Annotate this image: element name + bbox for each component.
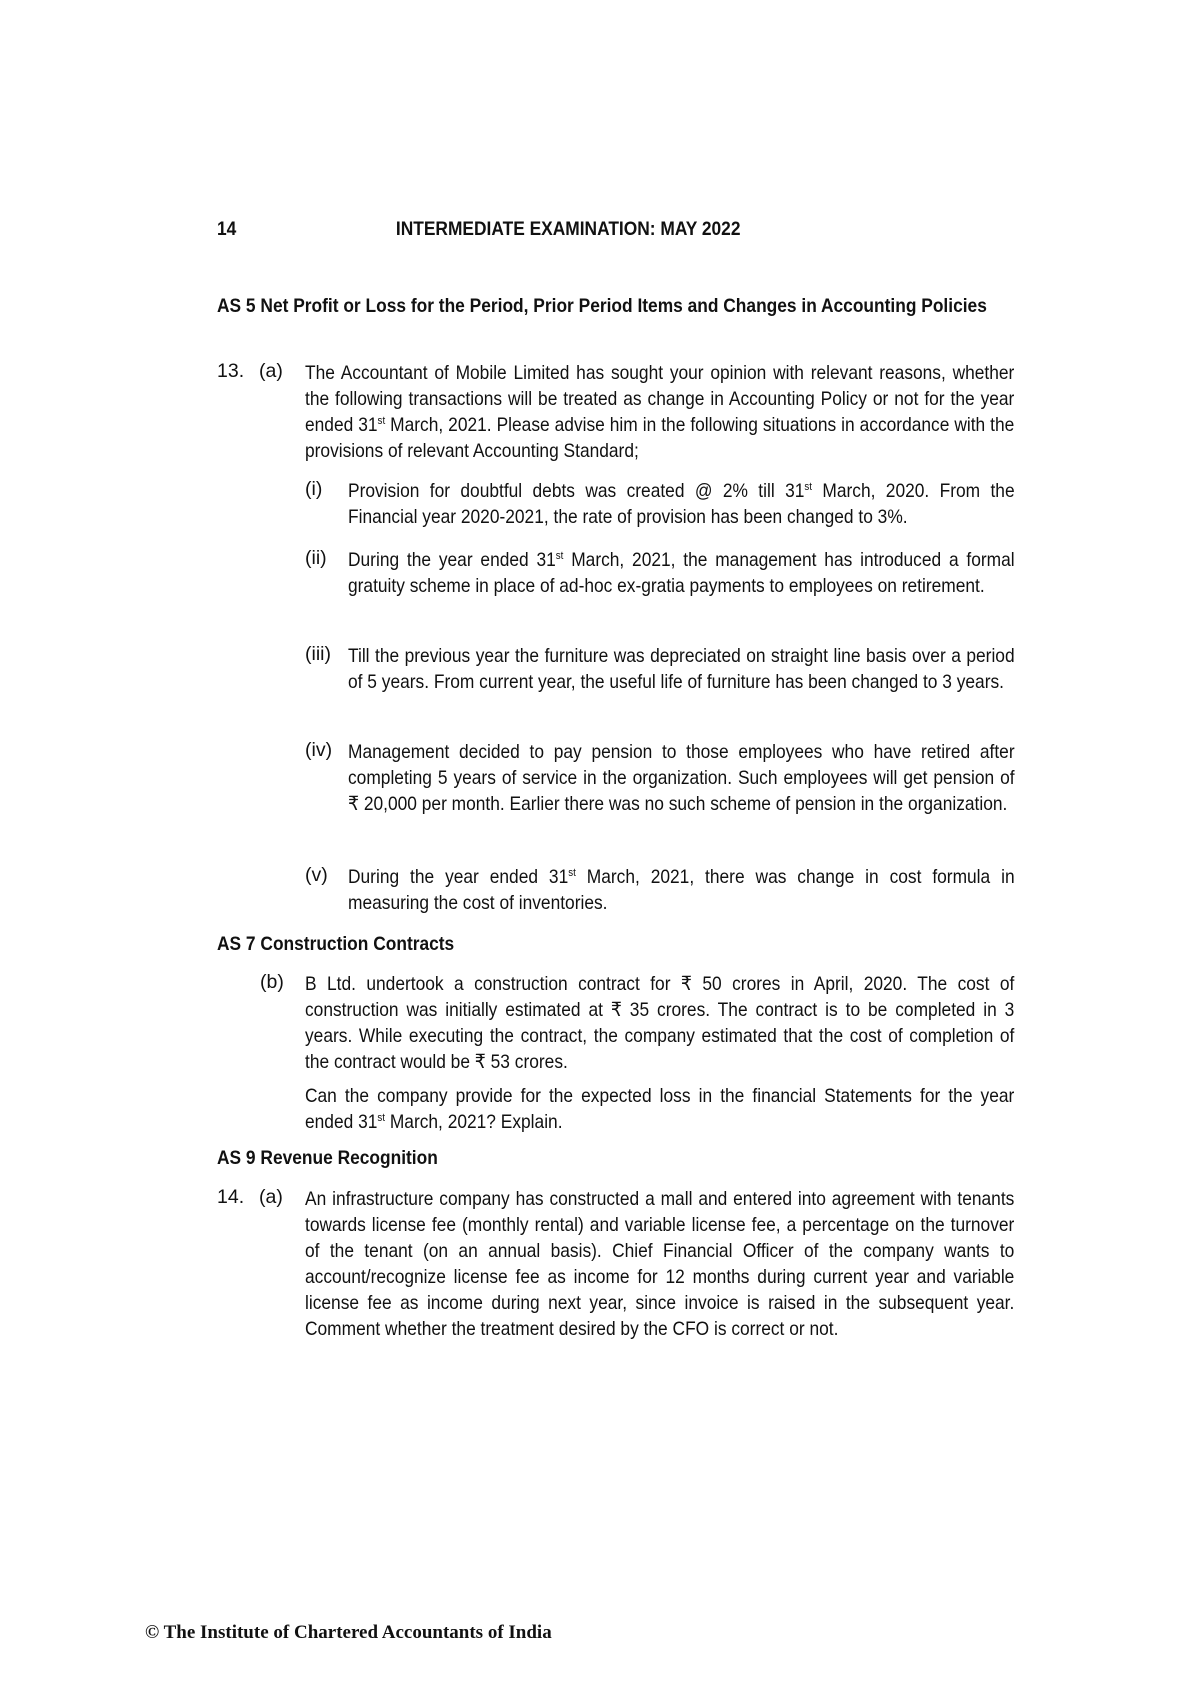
item-iv-pre: Management decided to pay pension to those employees who have retired after completing 5 years of service in the organization. Such employees will get pension of ₹ 20,000 per month. Earlier there was no such scheme of pension in the organization. [348,741,1015,815]
question-13-number: 13. [217,360,245,382]
q13a-text-part1: The Accountant of Mobile Limited has sought your opinion with relevant reasons, whether the following transactions will be treated as change in Accounting Policy or not for the year ended 31 [305,362,1015,436]
item-i-sup: st [804,481,813,493]
item-v-text [348,864,1015,916]
q13a-sup: st [377,415,386,427]
question-14a-text [305,1186,1015,1342]
item-iii-text [348,643,1015,695]
section-heading-as5-text: AS 5 Net Profit or Loss for the Period, Prior Period Items and Changes in Accounting Policies [217,295,987,317]
q13b-q-part2: March, 2021? Explain. [385,1111,563,1133]
section-heading-as5 [217,292,1029,320]
item-i-text [348,478,1015,530]
item-iii-pre: Till the previous year the furniture was depreciated on straight line basis over a period of 5 years. From current year, the useful life of furniture has been changed to 3 years. [348,645,1015,693]
item-iii-label: (iii) [305,643,331,665]
item-v-post: March, 2021, there was change in cost formula in measuring the cost of inventories. [348,866,1015,914]
item-v-sup: st [568,867,576,879]
section-heading-as9: AS 9 Revenue Recognition [217,1147,438,1169]
item-ii-text [348,547,1015,599]
item-ii-pre: During the year ended 31 [348,549,556,571]
section-heading-as7: AS 7 Construction Contracts [217,933,455,955]
q13b-body: B Ltd. undertook a construction contract for ₹ 50 crores in April, 2020. The cost of construction was initially estimated at ₹ 35 crores. The contract is to be completed in 3 years. While executing the contract, the company estimated that the cost of completion of the contract would be ₹ 53 crores. [305,973,1015,1073]
copyright-footer: © The Institute of Chartered Accountants of India [145,1622,552,1643]
question-14a-label: (a) [259,1186,283,1208]
item-v-label: (v) [305,864,328,886]
q13a-text-part2: March, 2021. Please advise him in the following situations in accordance with the provisions of relevant Accounting Standard; [305,414,1015,462]
item-iv-label: (iv) [305,739,333,761]
item-i-label: (i) [305,478,323,500]
question-13b-text [305,971,1015,1075]
question-14-number: 14. [217,1186,245,1208]
item-ii-post: March, 2021, the management has introduced a formal gratuity scheme in place of ad-hoc ex-gratia payments to employees on retirement. [348,549,1015,597]
item-i-pre: Provision for doubtful debts was created @ 2% till 31 [348,480,805,502]
item-ii-label: (ii) [305,547,327,569]
q14a-body: An infrastructure company has constructed a mall and entered into agreement with tenants towards license fee (monthly rental) and variable license fee, a percentage on the turnover of the tenant (on an annual basis). Chief Financial Officer of the company wants to account/recognize license fee as income for 12 months during current year and variable license fee as income during next year, since invoice is raised in the subsequent year. Comment whether the treatment desired by the CFO is correct or not. [305,1188,1015,1340]
question-13a-label: (a) [259,360,283,382]
exam-title: INTERMEDIATE EXAMINATION: MAY 2022 [395,218,741,240]
question-13b-question [305,1083,1015,1135]
page-header [217,218,754,242]
q13b-q-part1: Can the company provide for the expected loss in the financial Statements for the year ended 31 [305,1085,1015,1133]
page-number: 14 [217,218,237,240]
question-13b-label: (b) [260,971,284,993]
question-13a-text [305,360,1015,464]
item-ii-sup: st [555,550,564,562]
item-iv-text [348,739,1015,817]
q13b-q-sup: st [377,1112,386,1124]
item-i-post: March, 2020. From the Financial year 2020-2021, the rate of provision has been changed to 3%. [348,480,1015,528]
item-v-pre: During the year ended 31 [348,866,569,888]
